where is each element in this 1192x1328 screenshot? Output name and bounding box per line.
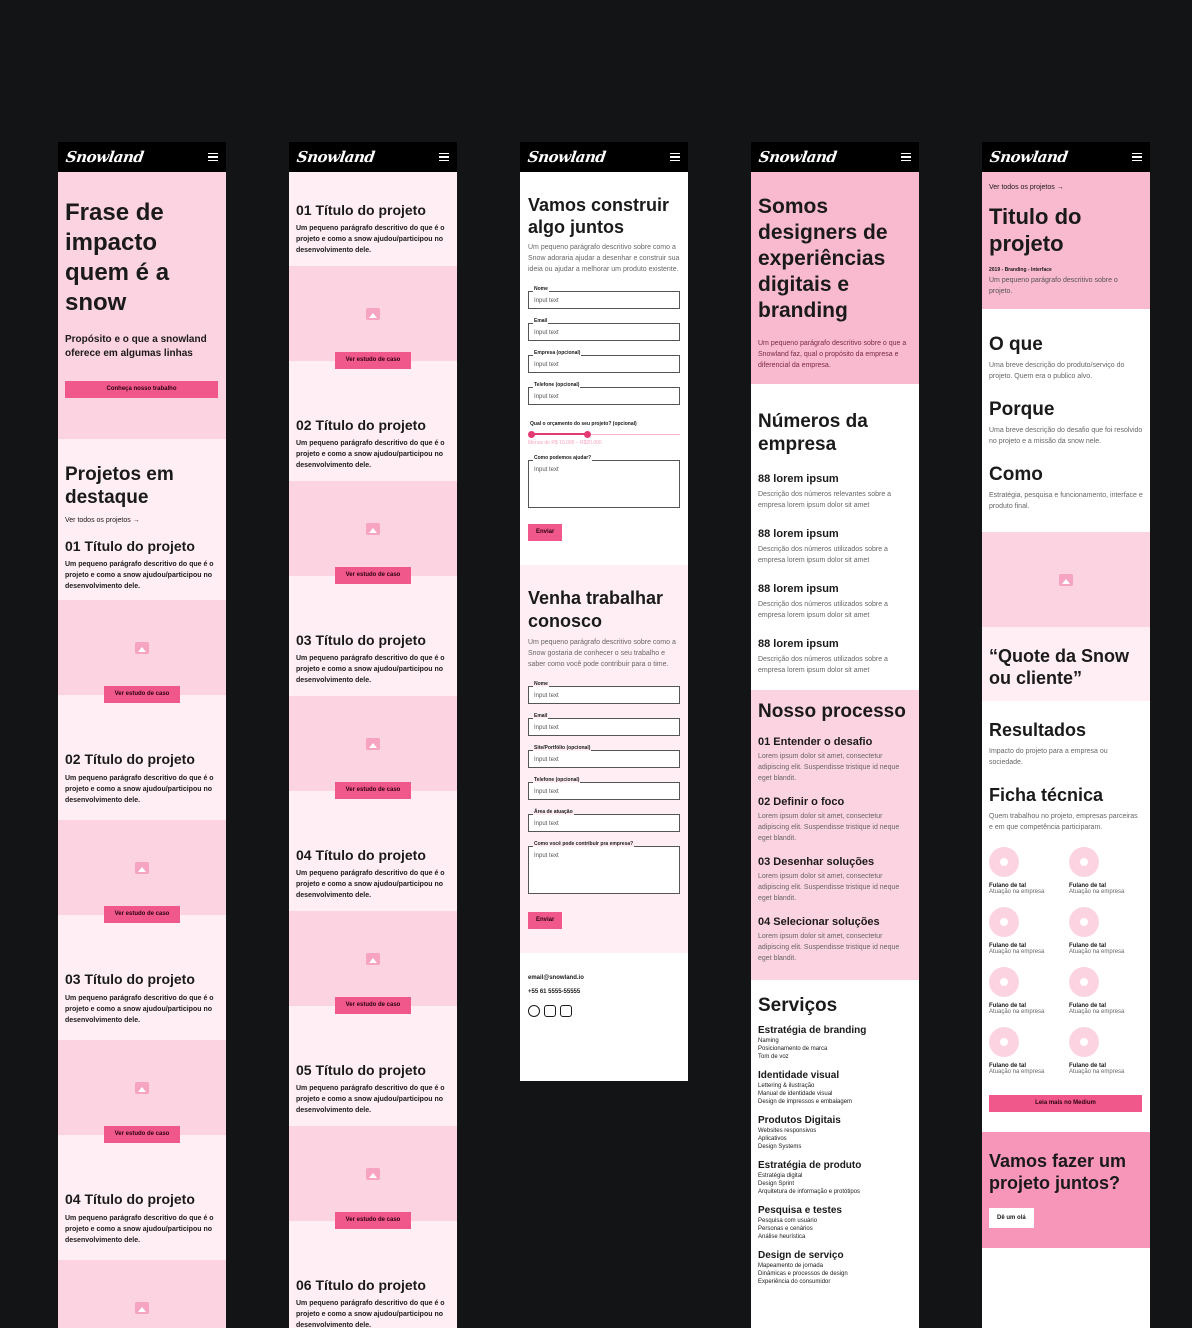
tech-title: Ficha técnica <box>989 785 1104 805</box>
member-name: Fulano de tal <box>989 1003 1027 1009</box>
service-title: Pesquisa e testes <box>758 1205 842 1216</box>
member-name: Fulano de tal <box>1069 1063 1107 1069</box>
service-subitem: Dinâmicas e processos de design <box>758 1271 848 1277</box>
number-title: 88 lorem ipsum <box>758 583 839 595</box>
project-title: 01 Título do projeto <box>65 538 195 554</box>
case-study-button[interactable]: Ver estudo de caso <box>104 906 180 923</box>
logo[interactable]: Snowland <box>295 148 376 166</box>
team-member <box>989 967 1069 1015</box>
see-all-link[interactable] <box>65 517 219 524</box>
step-desc: Lorem ipsum dolor sit amet, consectetur adipiscing elit. Suspendisse tristique id neque eget blandit. <box>758 753 900 782</box>
case-title: Titulo do projeto <box>989 204 1082 256</box>
project-title: 04 Título do projeto <box>65 1191 195 1207</box>
field-label: Email <box>534 318 548 324</box>
project-desc: Um pequeno parágrafo descritivo do que é o projeto e como a snow ajudou/participou no desenvolvimento dele. <box>65 995 214 1024</box>
team-member <box>989 847 1069 895</box>
case-study-button[interactable]: Ver estudo de caso <box>335 352 411 369</box>
contribution-textarea[interactable]: Input text <box>528 846 680 894</box>
team-grid <box>982 847 1150 1075</box>
about-desc: Um pequeno parágrafo descritivo sobre o que a Snowland faz, qual o propósito da empresa e diferencial da empresa. <box>758 340 907 369</box>
project-desc: Um pequeno parágrafo descritivo do que é o projeto e como a snow ajudou/participou no desenvolvimento dele. <box>296 655 445 684</box>
service-item <box>758 1115 912 1151</box>
avatar <box>989 847 1019 877</box>
service-item <box>758 1160 912 1196</box>
service-title: Identidade visual <box>758 1070 840 1081</box>
member-name: Fulano de tal <box>989 883 1027 889</box>
case-study-button[interactable]: Ver estudo de caso <box>335 997 411 1014</box>
dribbble-icon[interactable] <box>528 1005 540 1017</box>
avatar <box>1069 967 1099 997</box>
about-screen <box>751 142 919 1328</box>
hero-title: Frase de impacto quem é a snow <box>65 199 170 316</box>
field-label: Nome <box>534 681 548 687</box>
image-icon <box>366 738 380 750</box>
logo[interactable]: Snowland <box>64 148 145 166</box>
about-title: Somos designers de experiências digitais e branding <box>758 195 888 322</box>
service-subitem: Aplicativos <box>758 1136 787 1142</box>
member-role: Atuação na empresa <box>1069 1069 1125 1075</box>
member-role: Atuação na empresa <box>989 1069 1045 1075</box>
service-subitem: Experiência do consumidor <box>758 1279 831 1285</box>
menu-icon[interactable] <box>208 153 218 161</box>
results-section <box>982 701 1150 833</box>
project-image <box>58 600 226 695</box>
member-role: Atuação na empresa <box>989 1009 1045 1015</box>
cta-section <box>982 1132 1150 1248</box>
projects-screen <box>289 142 457 1328</box>
what-desc: Uma breve descrição do produto/serviço do projeto. Quem era o publico alvo. <box>989 362 1125 380</box>
what-title: O que <box>989 334 1043 355</box>
member-name: Fulano de tal <box>1069 883 1107 889</box>
avatar <box>1069 847 1099 877</box>
how-title: Como <box>989 464 1043 485</box>
service-subitem: Design de impressos e embalagem <box>758 1099 853 1105</box>
field-input[interactable]: Input text <box>528 814 680 832</box>
member-name: Fulano de tal <box>989 1063 1027 1069</box>
number-desc: Descrição dos números relevantes sobre a empresa lorem ipsum dolor sit amet <box>758 491 892 509</box>
field-label: Telefone (opcional) <box>534 382 580 388</box>
navbar <box>751 142 919 172</box>
service-item <box>758 1070 912 1106</box>
tech-desc: Quem trabalhou no projeto, empresas parceiras e em que competência participaram. <box>989 813 1138 831</box>
process-step <box>758 855 912 904</box>
footer-phone[interactable]: +55 61 5555-55555 <box>528 989 581 995</box>
field-label: Como podemos ajudar? <box>534 455 592 461</box>
number-title: 88 lorem ipsum <box>758 528 839 540</box>
services-title: Serviços <box>758 995 838 1016</box>
project-title: 05 Título do projeto <box>296 1062 426 1078</box>
how-desc: Estratégia, pesquisa e funcionamento, interface e produto final. <box>989 492 1143 510</box>
portfolio-field[interactable] <box>528 745 680 768</box>
about-hero <box>751 172 919 384</box>
field-input[interactable]: Input text <box>528 323 680 341</box>
company-field[interactable] <box>528 350 680 373</box>
featured-title: Projetos em destaque <box>65 464 174 508</box>
services-section <box>751 980 919 1300</box>
step-title: 04 Selecionar soluções <box>758 916 880 928</box>
user-icon <box>1000 978 1008 986</box>
numbers-section <box>751 384 919 690</box>
member-name: Fulano de tal <box>1069 1003 1107 1009</box>
member-name: Fulano de tal <box>1069 943 1107 949</box>
slider-fill <box>531 433 587 435</box>
service-subitem: Websites responsivos <box>758 1128 817 1134</box>
step-title: 01 Entender o desafio <box>758 736 873 748</box>
image-icon <box>366 523 380 535</box>
project-title: 03 Título do projeto <box>65 971 195 987</box>
project-card <box>58 1040 226 1135</box>
project-image <box>58 1040 226 1135</box>
project-desc-wrap <box>58 559 226 600</box>
project-text <box>289 1221 457 1328</box>
number-item <box>758 637 912 676</box>
service-subitem: Arquitetura de informação e protótipos <box>758 1189 861 1195</box>
project-desc: Um pequeno parágrafo descritivo do que é o projeto e como a snow ajudou/participou no desenvolvimento dele. <box>65 775 214 804</box>
case-study-button[interactable]: Ver estudo de caso <box>335 567 411 584</box>
featured-section <box>58 439 226 559</box>
project-text <box>58 1135 226 1260</box>
project-image <box>289 1126 457 1221</box>
hero-cta-button[interactable]: Conheça nosso trabalho <box>65 381 218 398</box>
field-input[interactable]: Input text <box>528 718 680 736</box>
area-field[interactable] <box>528 809 680 832</box>
image-icon <box>135 1082 149 1094</box>
field-label: Como você pode contribuir pra empresa? <box>534 841 634 847</box>
medium-button[interactable]: Leia mais no Medium <box>989 1095 1142 1112</box>
service-title: Estratégia de produto <box>758 1160 862 1171</box>
case-meta: 2019 - Branding - Interface <box>989 267 1052 273</box>
field-label: Nome <box>534 286 548 292</box>
number-item <box>758 527 912 566</box>
image-icon <box>135 1302 149 1314</box>
numbers-title: Números da empresa <box>758 411 868 455</box>
member-role: Atuação na empresa <box>1069 949 1125 955</box>
logo[interactable]: Snowland <box>757 148 838 166</box>
contact-desc: Um pequeno parágrafo descritivo sobre como a Snow adoraria ajudar a desenhar e construir sua ideia ou ajudar a melhorar um produto existente. <box>528 244 680 273</box>
service-subitem: Estratégia digital <box>758 1173 803 1179</box>
quote-section <box>982 627 1150 701</box>
say-hi-button[interactable]: Dê um olá <box>989 1208 1034 1228</box>
results-title: Resultados <box>989 720 1087 740</box>
step-desc: Lorem ipsum dolor sit amet, consectetur adipiscing elit. Suspendisse tristique id neque eget blandit. <box>758 873 900 902</box>
careers-section <box>520 565 688 953</box>
field-input[interactable]: Input text <box>528 291 680 309</box>
home-screen <box>58 142 226 1328</box>
project-title: 01 Título do projeto <box>296 202 426 218</box>
hero-subtitle: Propósito e o que a snowland oferece em algumas linhas <box>65 334 207 359</box>
field-input[interactable]: Input text <box>528 355 680 373</box>
team-member <box>1069 967 1149 1015</box>
careers-desc: Um pequeno parágrafo descritivo sobre como a Snow gostaria de conhecer o seu trabalho e saber como você pode contribuir para o time. <box>528 639 676 668</box>
project-text <box>58 915 226 1040</box>
case-study-button[interactable]: Ver estudo de caso <box>104 686 180 703</box>
menu-icon[interactable] <box>439 153 449 161</box>
arrow-right-icon: → <box>132 517 140 524</box>
field-label: Área de atuação <box>534 809 573 815</box>
project-title: 03 Título do projeto <box>296 632 426 648</box>
service-subitem: Pesquisa com usuário <box>758 1218 818 1224</box>
contact-form-section <box>520 172 688 275</box>
project-image <box>289 911 457 1006</box>
service-subitem: Lettering & ilustração <box>758 1083 815 1089</box>
linkedin-icon[interactable] <box>560 1005 572 1017</box>
project-card <box>289 266 457 361</box>
image-icon <box>366 953 380 965</box>
process-step <box>758 915 912 964</box>
team-member <box>989 1027 1069 1075</box>
careers-title: Venha trabalhar conosco <box>528 588 664 631</box>
project-card <box>58 820 226 915</box>
project-desc: Um pequeno parágrafo descritivo do que é o projeto e como a snow ajudou/participou no desenvolvimento dele. <box>296 1300 445 1328</box>
team-member <box>989 907 1069 955</box>
project-title: 02 Título do projeto <box>296 417 426 433</box>
project-text <box>289 791 457 911</box>
footer-email[interactable]: email@snowland.io <box>528 975 584 981</box>
navbar <box>289 142 457 172</box>
field-input[interactable]: Input text <box>528 782 680 800</box>
service-item <box>758 1025 912 1061</box>
field-input[interactable]: Input text <box>528 387 680 405</box>
email-field[interactable] <box>528 318 680 341</box>
process-step <box>758 735 912 784</box>
image-icon <box>366 1168 380 1180</box>
project-text <box>58 695 226 820</box>
navbar <box>58 142 226 172</box>
navbar <box>982 142 1150 172</box>
hero-section <box>58 172 226 439</box>
case-study-screen <box>982 142 1150 1328</box>
image-icon <box>1059 574 1073 586</box>
case-details <box>982 309 1150 532</box>
step-desc: Lorem ipsum dolor sit amet, consectetur adipiscing elit. Suspendisse tristique id neque eget blandit. <box>758 933 900 962</box>
footer <box>520 953 688 1039</box>
step-desc: Lorem ipsum dolor sit amet, consectetur adipiscing elit. Suspendisse tristique id neque eget blandit. <box>758 813 900 842</box>
project-title: 02 Título do projeto <box>65 751 195 767</box>
member-role: Atuação na empresa <box>1069 1009 1125 1015</box>
member-role: Atuação na empresa <box>989 949 1045 955</box>
project-desc: Um pequeno parágrafo descritivo do que é o projeto e como a snow ajudou/participou no desenvolvimento dele. <box>296 440 445 469</box>
project-title: 06 Título do projeto <box>296 1277 426 1293</box>
service-subitem: Design Systems <box>758 1144 802 1150</box>
navbar <box>520 142 688 172</box>
project-card <box>289 481 457 576</box>
slider-min-handle[interactable] <box>528 431 535 438</box>
contact-form <box>520 286 688 565</box>
user-icon <box>1000 918 1008 926</box>
social-icons <box>528 1005 680 1017</box>
user-icon <box>1080 978 1088 986</box>
number-item <box>758 582 912 621</box>
logo[interactable]: Snowland <box>526 148 607 166</box>
logo[interactable]: Snowland <box>988 148 1069 166</box>
field-label: Site/Portfólio (opcional) <box>534 745 591 751</box>
submit-button[interactable]: Enviar <box>528 524 562 541</box>
name-field[interactable] <box>528 286 680 309</box>
number-desc: Descrição dos números utilizados sobre a empresa lorem ipsum dolor sit amet <box>758 601 888 619</box>
service-subitem: Manual de identidade visual <box>758 1091 833 1097</box>
careers-submit-button[interactable]: Enviar <box>528 912 562 929</box>
project-image <box>289 266 457 361</box>
menu-icon[interactable] <box>901 153 911 161</box>
contribution-field[interactable] <box>528 841 680 894</box>
field-label: Empresa (opcional) <box>534 350 581 356</box>
number-title: 88 lorem ipsum <box>758 473 839 485</box>
image-icon <box>366 308 380 320</box>
user-icon <box>1000 1038 1008 1046</box>
project-desc: Um pequeno parágrafo descritivo do que é o projeto e como a snow ajudou/participou no desenvolvimento dele. <box>65 1215 214 1244</box>
project-title: 04 Título do projeto <box>296 847 426 863</box>
number-desc: Descrição dos números utilizados sobre a empresa lorem ipsum dolor sit amet <box>758 546 888 564</box>
case-study-button[interactable]: Ver estudo de caso <box>104 1126 180 1143</box>
service-subitem: Mapeamento de jornada <box>758 1263 824 1269</box>
project-desc: Um pequeno parágrafo descritivo do que é o projeto e como a snow ajudou/participou no desenvolvimento dele. <box>296 225 445 254</box>
project-image <box>58 1260 226 1328</box>
project-card <box>289 1126 457 1221</box>
user-icon <box>1080 858 1088 866</box>
user-icon <box>1080 1038 1088 1046</box>
project-text <box>289 1006 457 1126</box>
contact-screen <box>520 142 688 1081</box>
services-list <box>758 1025 912 1286</box>
team-member <box>1069 847 1149 895</box>
member-name: Fulano de tal <box>989 943 1027 949</box>
back-label: Ver todos os projetos <box>989 184 1055 191</box>
image-icon <box>135 642 149 654</box>
case-study-button[interactable]: Ver estudo de caso <box>335 1212 411 1229</box>
service-title: Design de serviço <box>758 1250 844 1261</box>
service-subitem: Naming <box>758 1038 779 1044</box>
avatar <box>989 967 1019 997</box>
process-step <box>758 795 912 844</box>
name-field[interactable] <box>528 681 680 704</box>
project-text <box>289 576 457 696</box>
phone-field[interactable] <box>528 777 680 800</box>
contact-title: Vamos construir algo juntos <box>528 195 670 237</box>
service-subitem: Posicionamento de marca <box>758 1046 828 1052</box>
user-icon <box>1080 918 1088 926</box>
user-icon <box>1000 858 1008 866</box>
step-title: 03 Desenhar soluções <box>758 856 875 868</box>
field-input[interactable]: Input text <box>528 686 680 704</box>
arrow-right-icon: → <box>1056 184 1064 191</box>
field-input[interactable]: Input text <box>528 750 680 768</box>
project-text <box>289 361 457 481</box>
image-icon <box>135 862 149 874</box>
team-member <box>1069 907 1149 955</box>
number-desc: Descrição dos números utilizados sobre a empresa lorem ipsum dolor sit amet <box>758 656 888 674</box>
number-item <box>758 472 912 511</box>
member-role: Atuação na empresa <box>1069 889 1125 895</box>
project-image <box>58 820 226 915</box>
service-item <box>758 1250 912 1286</box>
case-desc: Um pequeno parágrafo descritivo sobre o projeto. <box>989 277 1118 295</box>
why-desc: Uma breve descrição do desafio que foi resolvido no projeto e a missão da snow nele. <box>989 427 1143 445</box>
project-desc: Um pequeno parágrafo descritivo do que é o projeto e como a snow ajudou/participou no desenvolvimento dele. <box>65 561 214 590</box>
service-subitem: Tom de voz <box>758 1054 789 1060</box>
service-subitem: Análise heurística <box>758 1234 806 1240</box>
avatar <box>989 1027 1019 1057</box>
case-hero <box>982 172 1150 309</box>
avatar <box>1069 1027 1099 1057</box>
project-card <box>289 911 457 1006</box>
slider-max-handle[interactable] <box>584 431 591 438</box>
service-subitem: Design Sprint <box>758 1181 795 1187</box>
project-desc: Um pequeno parágrafo descritivo do que é o projeto e como a snow ajudou/participou no desenvolvimento dele. <box>296 870 445 899</box>
service-title: Produtos Digitais <box>758 1115 841 1126</box>
project-card <box>289 696 457 791</box>
project-text <box>289 172 457 266</box>
back-link[interactable] <box>989 184 1143 191</box>
service-subitem: Personas e cenários <box>758 1226 813 1232</box>
field-label: Email <box>534 713 548 719</box>
instagram-icon[interactable] <box>544 1005 556 1017</box>
why-title: Porque <box>989 399 1055 420</box>
case-study-button[interactable]: Ver estudo de caso <box>335 782 411 799</box>
project-image <box>289 481 457 576</box>
project-desc: Um pequeno parágrafo descritivo do que é o projeto e como a snow ajudou/participou no desenvolvimento dele. <box>296 1085 445 1114</box>
service-item <box>758 1205 912 1241</box>
project-image <box>289 696 457 791</box>
case-image <box>982 532 1150 627</box>
number-title: 88 lorem ipsum <box>758 638 839 650</box>
avatar <box>989 907 1019 937</box>
project-card <box>58 600 226 695</box>
menu-icon[interactable] <box>1132 153 1142 161</box>
process-section <box>751 690 919 980</box>
process-title: Nosso processo <box>758 701 906 722</box>
results-desc: Impacto do projeto para a empresa ou sociedade. <box>989 748 1108 766</box>
avatar <box>1069 907 1099 937</box>
cta-title: Vamos fazer um projeto juntos? <box>989 1151 1127 1193</box>
message-field[interactable] <box>528 455 680 508</box>
email-field[interactable] <box>528 713 680 736</box>
member-role: Atuação na empresa <box>989 889 1045 895</box>
quote-text: “Quote da Snow ou cliente” <box>989 646 1130 688</box>
phone-field[interactable] <box>528 382 680 405</box>
team-member <box>1069 1027 1149 1075</box>
message-textarea[interactable]: Input text <box>528 460 680 508</box>
menu-icon[interactable] <box>670 153 680 161</box>
field-label: Telefone (opcional) <box>534 777 580 783</box>
budget-label: Qual o orçamento do seu projeto? (opcional) <box>530 421 637 427</box>
budget-slider[interactable] <box>528 427 680 447</box>
step-title: 02 Definir o foco <box>758 796 845 808</box>
see-all-label: Ver todos os projetos <box>65 517 131 524</box>
service-title: Estratégia de branding <box>758 1025 867 1036</box>
budget-range: Menos de R$ 10.000 – R$20.000 <box>528 440 602 446</box>
